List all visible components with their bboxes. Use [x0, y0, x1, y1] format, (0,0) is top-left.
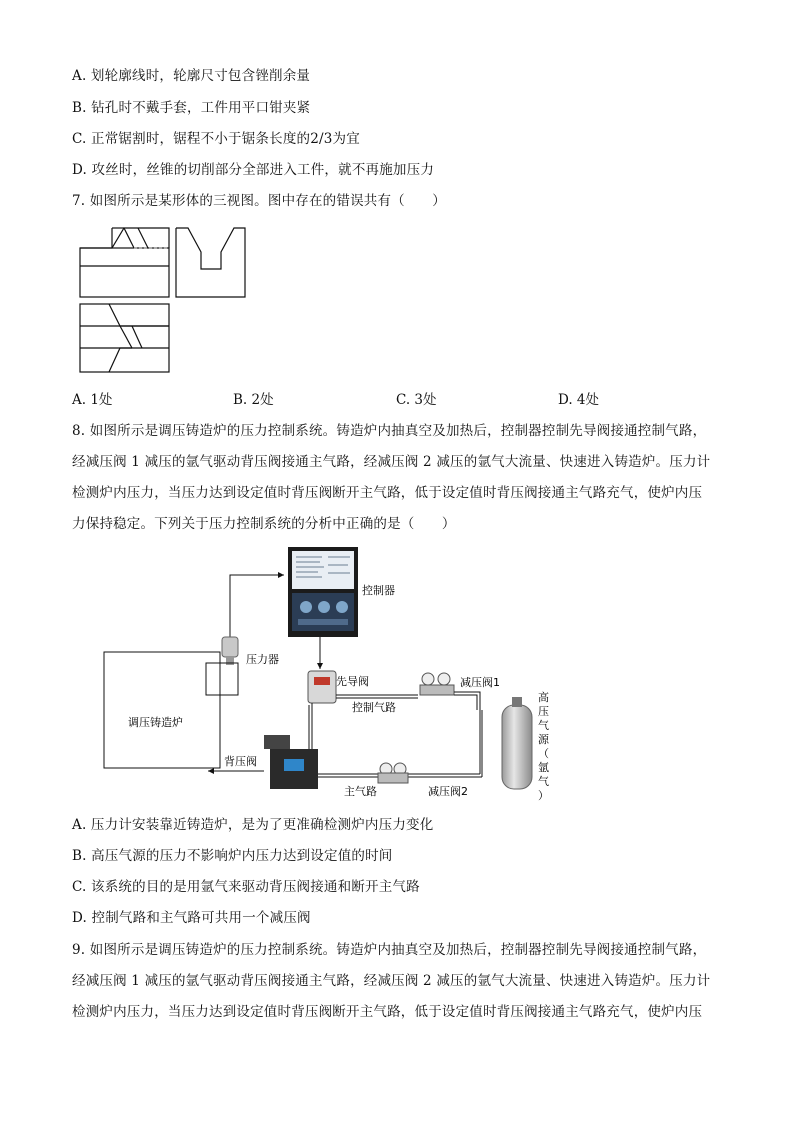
- svg-text:气: 气: [538, 719, 549, 732]
- pilot-valve-device: [308, 671, 336, 703]
- control-line-label: 控制气路: [352, 701, 396, 714]
- furnace-box: [104, 652, 238, 768]
- reducer-2-device: [378, 763, 408, 783]
- svg-text:（: （: [538, 747, 549, 760]
- pilot-valve-label: 先导阀: [336, 675, 369, 688]
- q8-stem-line-4: 力保持稳定。下列关于压力控制系统的分析中正确的是（ ）: [72, 516, 456, 532]
- gas-cylinder-device: [502, 697, 532, 789]
- q7-stem: 7. 如图所示是某形体的三视图。图中存在的错误共有（ ）: [72, 193, 446, 209]
- q7-option-c: C. 3处: [396, 392, 437, 408]
- pressure-gauge-device: [222, 637, 238, 665]
- top-view-outline: [80, 304, 169, 372]
- side-view-outline: [176, 228, 245, 297]
- three-view-drawing: [76, 224, 248, 376]
- pressure-gauge-label: 压力器: [246, 653, 279, 666]
- q6-option-c: C. 正常锯割时，锯程不小于锯条长度的2/3为宜: [72, 131, 360, 147]
- svg-text:氩: 氩: [538, 761, 549, 774]
- svg-text:气: 气: [538, 775, 549, 788]
- q8-option-c: C. 该系统的目的是用氩气来驱动背压阀接通和断开主气路: [72, 879, 420, 895]
- controller-label: 控制器: [362, 584, 395, 597]
- reducer-2-label: 减压阀2: [428, 785, 468, 798]
- svg-text:高: 高: [538, 691, 549, 704]
- gas-source-label: [538, 690, 550, 802]
- q7-option-b: B. 2处: [233, 392, 274, 408]
- svg-text:）: ）: [538, 789, 549, 802]
- furnace-label: 调压铸造炉: [128, 716, 183, 729]
- q6-option-b: B. 钻孔时不戴手套，工件用平口钳夹紧: [72, 100, 311, 116]
- svg-text:压: 压: [538, 705, 549, 718]
- controller-device: [288, 547, 358, 637]
- q8-stem-line-3: 检测炉内压力，当压力达到设定值时背压阀断开主气路，低于设定值时背压阀接通主气路充气，使炉内压: [72, 485, 703, 501]
- reducer-1-label: 减压阀1: [460, 676, 500, 689]
- q6-option-a: A. 划轮廓线时，轮廓尺寸包含锉削余量: [72, 68, 311, 84]
- main-line-label: 主气路: [344, 785, 377, 798]
- back-pressure-valve-device: [264, 735, 318, 789]
- q8-stem-line-1: 8. 如图所示是调压铸造炉的压力控制系统。铸造炉内抽真空及加热后，控制器控制先导阀接通控制气路，: [72, 423, 707, 439]
- q7-option-a: A. 1处: [72, 392, 113, 408]
- q9-stem-line-2: 经减压阀 1 减压的氩气驱动背压阀接通主气路，经减压阀 2 减压的氩气大流量、快速进入铸造炉。压力计: [72, 973, 711, 989]
- q9-stem-line-3: 检测炉内压力，当压力达到设定值时背压阀断开主气路，低于设定值时背压阀接通主气路充气，使炉内压: [72, 1004, 703, 1020]
- q8-option-a: A. 压力计安装靠近铸造炉，是为了更准确检测炉内压力变化: [72, 817, 434, 833]
- q7-option-d: D. 4处: [558, 392, 600, 408]
- q6-option-d: D. 攻丝时，丝锥的切削部分全部进入工件，就不再施加压力: [72, 162, 435, 178]
- pressure-control-diagram: [100, 545, 560, 805]
- front-view-outline: [80, 248, 169, 297]
- q8-option-d: D. 控制气路和主气路可共用一个减压阀: [72, 910, 311, 926]
- q9-stem-line-1: 9. 如图所示是调压铸造炉的压力控制系统。铸造炉内抽真空及加热后，控制器控制先导阀接通控制气路，: [72, 942, 707, 958]
- q8-stem-line-2: 经减压阀 1 减压的氩气驱动背压阀接通主气路，经减压阀 2 减压的氩气大流量、快速进入铸造炉。压力计: [72, 454, 711, 470]
- back-valve-label: 背压阀: [224, 755, 257, 768]
- q8-option-b: B. 高压气源的压力不影响炉内压力达到设定值的时间: [72, 848, 393, 864]
- reducer-1-device: [420, 673, 454, 695]
- svg-text:源: 源: [538, 733, 549, 746]
